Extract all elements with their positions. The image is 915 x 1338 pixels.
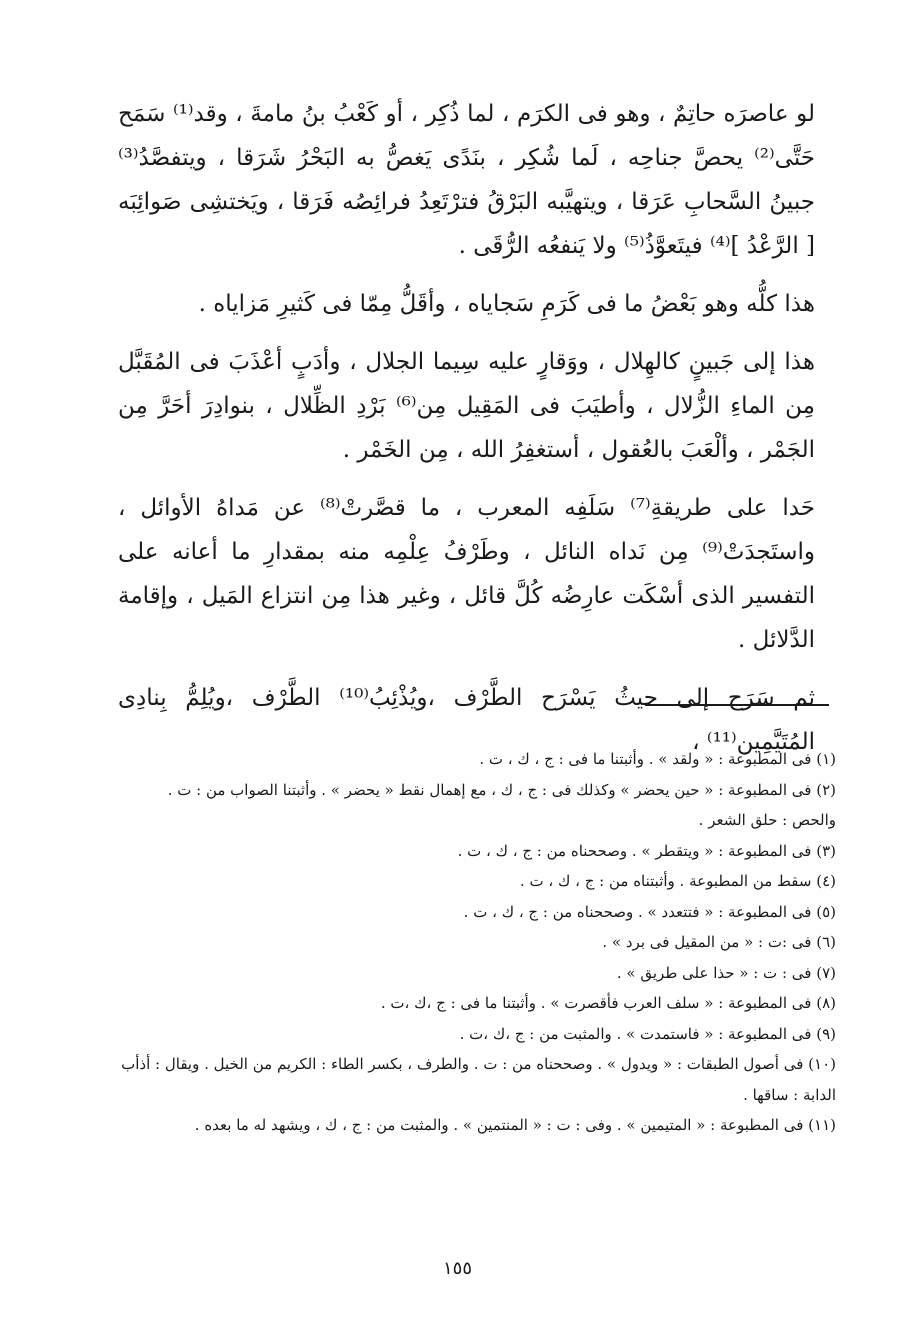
footnote-7: (٧) فى : ت : « حذا على طريق » . [616,963,836,982]
footnote-5: (٥) فى المطبوعة : « فتتعدد » . وصححناه من : ج ، ك ، ت . [463,902,836,921]
paragraph-2: هذا كلُّه وهو بَعْضُ ما فى كَرَمِ سَجاياه ، وأقَلُّ مِمّا فى كَثيرِ مَزاياه . [198,291,815,317]
footnotes-list [100,744,836,1141]
paragraph-4: حَدا على طريقةِ⁽⁷⁾ سَلَفِه المعرب ، ما قصَّرتْ⁽⁸⁾ عن مَداهُ الأوائل ، واستَجدَتْ⁽⁹⁾ مِن نَداه النائل ، وطَرْفُ عِلْمِه منه بمقدارِ ما أعانه على التفسير الذى أسْكَت عارِضُه كُلَّ قائل ، وغير هذا مِن انتزاع المَيل ، وإقامة الدَّلائل . [118,495,815,653]
footnote-2-continuation: والحص : حلق الشعر . [698,811,836,829]
footnote-divider [645,704,829,706]
footnote-3: (٣) فى المطبوعة : « ويتقطر » . وصححناه من : ج ، ك ، ت . [457,841,836,860]
footnote-6: (٦) فى :ت : « من المقيل فى برد » . [602,933,836,951]
main-text [118,92,815,778]
footnote-8: (٨) فى المطبوعة : « سلف العرب فأقصرت » . وأثبتنا ما فى : ج ،ك ،ت . [380,994,836,1012]
footnote-1: (١) فى المطبوعة : « ولقد » . وأثبتنا ما فى : ج ، ك ، ت . [479,750,836,768]
footnote-4: (٤) سقط من المطبوعة . وأثبتناه من : ج ، ك ، ت . [519,872,836,890]
footnote-11: (١١) فى المطبوعة : « المتيمين » . وفى : ت : « المنتمين » . والمثبت من : ج ، ك ، ويشهد له ما بعده . [194,1116,836,1134]
paragraph-3: هذا إلى جَبينٍ كالهِلال ، ووَقارٍ عليه سِيما الجلال ، وأدَبٍ أعْذَبَ فى المُقَبَّل مِن الماءِ الزُّلال ، وأطيَبَ فى المَقِيل مِن⁽⁶⁾ بَرْدِ الظِّلال ، بنوادِرَ أحَرَّ مِن الجَمْر ، وألْعَبَ بالعُقول ، أستغفِرُ الله ، مِن الخَمْر . [118,349,815,463]
footnote-9: (٩) فى المطبوعة : « فاستمدت » . والمثبت من : ج ،ك ،ت . [459,1024,836,1043]
paragraph-5: ثم سَرَح إلى حيثُ يَسْرَح الطَّرْف ،ويُذْئِبُ⁽¹⁰⁾ الطَّرْف ،ويُلِمُّ بِنادِى المُتَيَّمِين⁽¹¹⁾ ، [118,685,815,755]
paragraph-1: لو عاصرَه حاتِمٌ ، وهو فى الكرَم ، لما ذُكِر ، أو كَعْبُ بنُ مامةَ ، وقد⁽¹⁾ سَمَح حَتَّى⁽²⁾ يحصَّ جناحِه ، لَما شُكِر ، بنَدًى يَغصُّ به البَحْرُ شَرَقا ، ويتفصَّدُ⁽³⁾ جبينُ السَّحابِ عَرَقا ، ويتهيَّبه البَرْقُ فترْتَعِدُ فرائِصُه فَرَقا ، ويَختشِى صَوائِبَه [ الرَّعْدُ ]⁽⁴⁾ فيتَعوَّذُ⁽⁵⁾ ولا يَنفعُه الرُّقَى . [118,101,816,259]
page-number: ١٥٥ [442,1258,472,1279]
footnote-10: (١٠) فى أصول الطبقات : « ويدول » . وصححناه من : ت . والطرف ، بكسر الطاء : الكريم من الخيل . ويقال : أذأب الدابة : ساقها . [121,1055,836,1104]
footnote-2: (٢) فى المطبوعة : « حين يحضر » وكذلك فى : ج ، ك ، مع إهمال نقط « يحضر » . وأثبتنا الصواب من : ت . [167,780,836,799]
